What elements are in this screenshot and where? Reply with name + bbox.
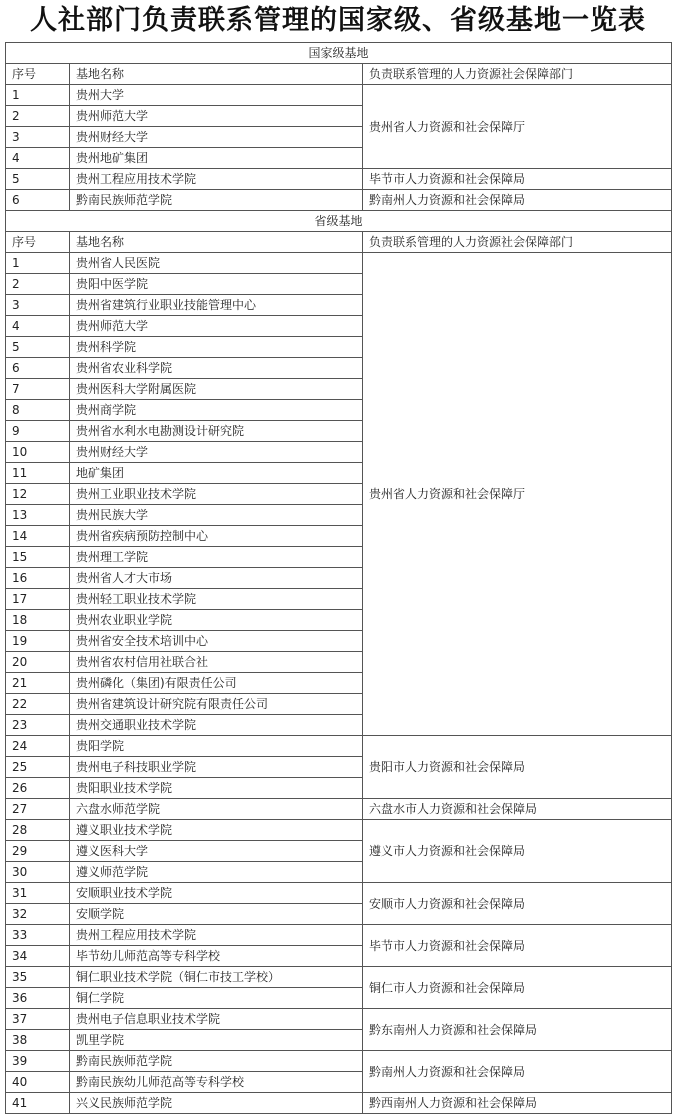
- row-base-name: 贵州工业职业技术学院: [70, 484, 363, 505]
- column-header-dept: 负责联系管理的人力资源社会保障部门: [363, 232, 672, 253]
- row-base-name: 贵阳职业技术学院: [70, 778, 363, 799]
- table-row: [6, 1051, 672, 1072]
- row-seq: 24: [6, 736, 70, 757]
- column-header-name: 基地名称: [70, 64, 363, 85]
- row-seq: 15: [6, 547, 70, 568]
- row-seq: 19: [6, 631, 70, 652]
- row-seq: 38: [6, 1030, 70, 1051]
- row-seq: 28: [6, 820, 70, 841]
- row-seq: 6: [6, 358, 70, 379]
- page-title: 人社部门负责联系管理的国家级、省级基地一览表: [30, 5, 646, 36]
- row-seq: 18: [6, 610, 70, 631]
- row-base-name: 贵州科学院: [70, 337, 363, 358]
- row-seq: 22: [6, 694, 70, 715]
- row-seq: 37: [6, 1009, 70, 1030]
- row-seq: 1: [6, 85, 70, 106]
- row-base-name: 贵州工程应用技术学院: [70, 169, 363, 190]
- row-base-name: 黔南民族师范学院: [70, 190, 363, 211]
- row-seq: 39: [6, 1051, 70, 1072]
- row-seq: 3: [6, 295, 70, 316]
- row-base-name: 遵义职业技术学院: [70, 820, 363, 841]
- column-header-name: 基地名称: [70, 232, 363, 253]
- table-row: [6, 169, 672, 190]
- row-base-name: 贵州师范大学: [70, 106, 363, 127]
- row-base-name: 贵州电子科技职业学院: [70, 757, 363, 778]
- row-seq: 23: [6, 715, 70, 736]
- row-base-name: 贵州大学: [70, 85, 363, 106]
- row-seq: 32: [6, 904, 70, 925]
- header-row: [6, 64, 672, 85]
- row-seq: 8: [6, 400, 70, 421]
- row-base-name: 贵州医科大学附属医院: [70, 379, 363, 400]
- row-base-name: 贵州省农村信用社联合社: [70, 652, 363, 673]
- header-row: [6, 232, 672, 253]
- row-base-name: 贵州民族大学: [70, 505, 363, 526]
- row-seq: 5: [6, 169, 70, 190]
- column-header-seq: 序号: [6, 64, 70, 85]
- row-seq: 11: [6, 463, 70, 484]
- row-department: 贵州省人力资源和社会保障厅: [363, 253, 672, 736]
- table-row: [6, 799, 672, 820]
- row-base-name: 贵州省疾病预防控制中心: [70, 526, 363, 547]
- section-title-row: [6, 211, 672, 232]
- row-seq: 35: [6, 967, 70, 988]
- row-base-name: 贵州财经大学: [70, 442, 363, 463]
- table-row: [6, 883, 672, 904]
- section-title-row: [6, 43, 672, 64]
- row-seq: 20: [6, 652, 70, 673]
- row-base-name: 贵州理工学院: [70, 547, 363, 568]
- row-seq: 12: [6, 484, 70, 505]
- row-base-name: 贵州磷化（集团)有限责任公司: [70, 673, 363, 694]
- bases-table: [5, 42, 672, 1114]
- row-department: 毕节市人力资源和社会保障局: [363, 169, 672, 190]
- row-department: 遵义市人力资源和社会保障局: [363, 820, 672, 883]
- row-base-name: 黔南民族幼儿师范高等专科学校: [70, 1072, 363, 1093]
- row-seq: 41: [6, 1093, 70, 1114]
- column-header-seq: 序号: [6, 232, 70, 253]
- row-seq: 17: [6, 589, 70, 610]
- row-base-name: 遵义师范学院: [70, 862, 363, 883]
- row-seq: 25: [6, 757, 70, 778]
- section-title: 国家级基地: [6, 43, 672, 64]
- row-base-name: 毕节幼儿师范高等专科学校: [70, 946, 363, 967]
- row-base-name: 贵州省人民医院: [70, 253, 363, 274]
- bases-table-body: [6, 43, 672, 1114]
- row-seq: 3: [6, 127, 70, 148]
- row-seq: 4: [6, 316, 70, 337]
- row-base-name: 贵州省人才大市场: [70, 568, 363, 589]
- row-seq: 1: [6, 253, 70, 274]
- table-row: [6, 1009, 672, 1030]
- row-seq: 7: [6, 379, 70, 400]
- row-seq: 6: [6, 190, 70, 211]
- row-seq: 13: [6, 505, 70, 526]
- row-base-name: 六盘水师范学院: [70, 799, 363, 820]
- row-seq: 4: [6, 148, 70, 169]
- row-seq: 2: [6, 274, 70, 295]
- row-base-name: 贵阳学院: [70, 736, 363, 757]
- row-department: 黔南州人力资源和社会保障局: [363, 190, 672, 211]
- row-seq: 33: [6, 925, 70, 946]
- row-base-name: 贵州省建筑设计研究院有限责任公司: [70, 694, 363, 715]
- table-row: [6, 190, 672, 211]
- row-base-name: 安顺学院: [70, 904, 363, 925]
- row-base-name: 铜仁职业技术学院（铜仁市技工学校）: [70, 967, 363, 988]
- row-department: 黔南州人力资源和社会保障局: [363, 1051, 672, 1093]
- table-row: [6, 85, 672, 106]
- table-row: [6, 967, 672, 988]
- row-department: 贵阳市人力资源和社会保障局: [363, 736, 672, 799]
- section-title: 省级基地: [6, 211, 672, 232]
- row-seq: 40: [6, 1072, 70, 1093]
- table-row: [6, 925, 672, 946]
- row-base-name: 贵州省水利水电勘测设计研究院: [70, 421, 363, 442]
- column-header-dept: 负责联系管理的人力资源社会保障部门: [363, 64, 672, 85]
- row-department: 安顺市人力资源和社会保障局: [363, 883, 672, 925]
- row-base-name: 铜仁学院: [70, 988, 363, 1009]
- row-base-name: 遵义医科大学: [70, 841, 363, 862]
- row-base-name: 贵州地矿集团: [70, 148, 363, 169]
- row-base-name: 贵州省安全技术培训中心: [70, 631, 363, 652]
- table-row: [6, 1093, 672, 1114]
- row-seq: 10: [6, 442, 70, 463]
- row-department: 黔西南州人力资源和社会保障局: [363, 1093, 672, 1114]
- row-seq: 34: [6, 946, 70, 967]
- row-base-name: 贵州电子信息职业技术学院: [70, 1009, 363, 1030]
- table-row: [6, 253, 672, 274]
- row-seq: 9: [6, 421, 70, 442]
- row-department: 铜仁市人力资源和社会保障局: [363, 967, 672, 1009]
- row-base-name: 贵州商学院: [70, 400, 363, 421]
- table-row: [6, 820, 672, 841]
- row-base-name: 贵州农业职业学院: [70, 610, 363, 631]
- row-base-name: 贵州省建筑行业职业技能管理中心: [70, 295, 363, 316]
- row-base-name: 贵阳中医学院: [70, 274, 363, 295]
- row-seq: 30: [6, 862, 70, 883]
- row-seq: 2: [6, 106, 70, 127]
- row-seq: 21: [6, 673, 70, 694]
- row-department: 六盘水市人力资源和社会保障局: [363, 799, 672, 820]
- row-base-name: 地矿集团: [70, 463, 363, 484]
- row-base-name: 贵州工程应用技术学院: [70, 925, 363, 946]
- row-seq: 36: [6, 988, 70, 1009]
- row-base-name: 贵州交通职业技术学院: [70, 715, 363, 736]
- row-seq: 31: [6, 883, 70, 904]
- row-seq: 14: [6, 526, 70, 547]
- row-seq: 16: [6, 568, 70, 589]
- row-department: 贵州省人力资源和社会保障厅: [363, 85, 672, 169]
- row-base-name: 凯里学院: [70, 1030, 363, 1051]
- row-base-name: 贵州师范大学: [70, 316, 363, 337]
- row-base-name: 贵州财经大学: [70, 127, 363, 148]
- row-seq: 5: [6, 337, 70, 358]
- table-row: [6, 736, 672, 757]
- row-seq: 29: [6, 841, 70, 862]
- row-base-name: 安顺职业技术学院: [70, 883, 363, 904]
- row-base-name: 兴义民族师范学院: [70, 1093, 363, 1114]
- row-department: 黔东南州人力资源和社会保障局: [363, 1009, 672, 1051]
- row-seq: 26: [6, 778, 70, 799]
- row-seq: 27: [6, 799, 70, 820]
- row-base-name: 黔南民族师范学院: [70, 1051, 363, 1072]
- row-base-name: 贵州省农业科学院: [70, 358, 363, 379]
- row-department: 毕节市人力资源和社会保障局: [363, 925, 672, 967]
- row-base-name: 贵州轻工职业技术学院: [70, 589, 363, 610]
